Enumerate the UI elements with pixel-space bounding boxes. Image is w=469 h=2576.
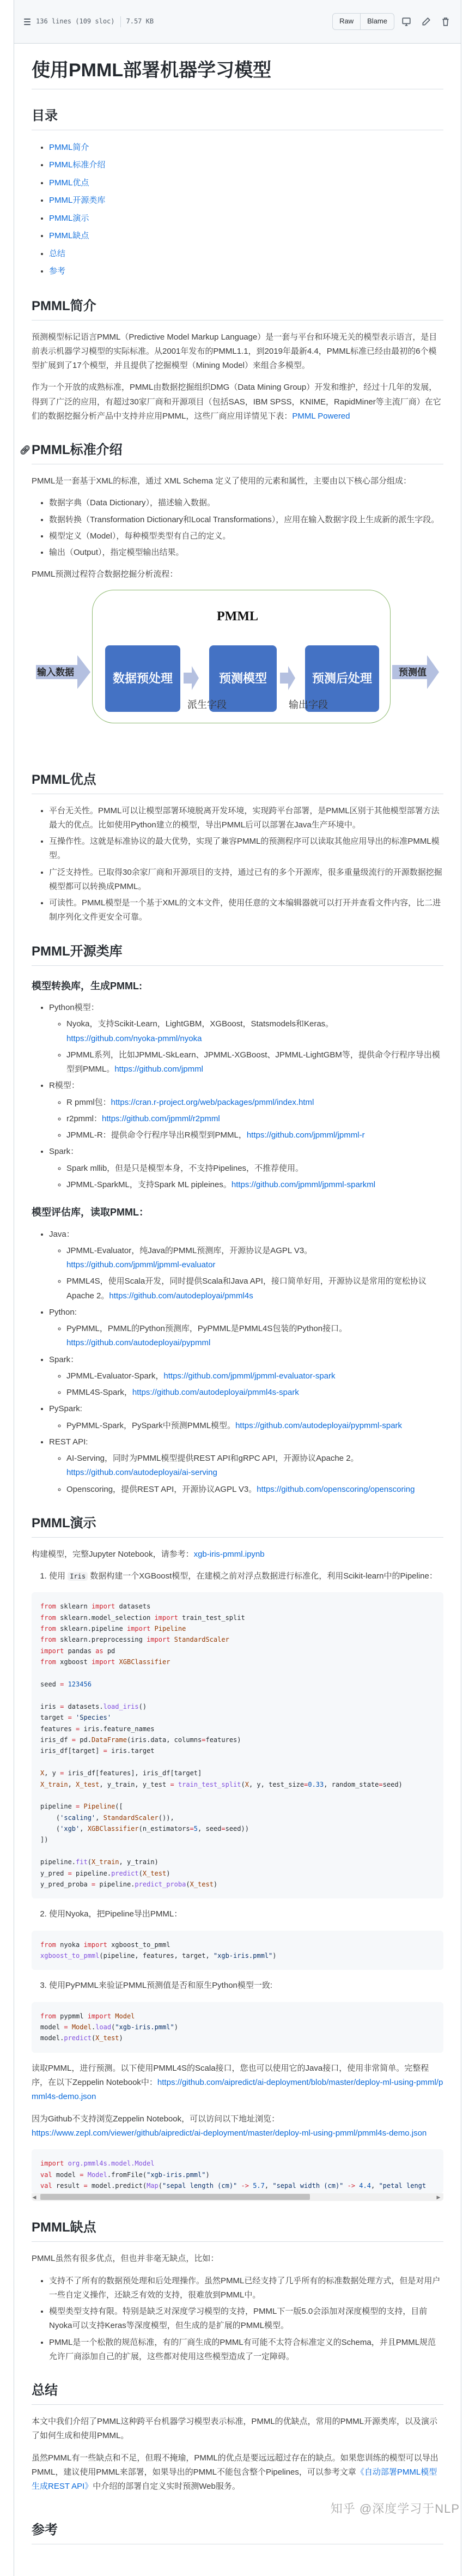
toc-list — [32, 140, 443, 280]
group-label: R模型： — [49, 1081, 80, 1091]
standard-heading-text: PMML标准介绍 — [32, 443, 123, 457]
code-block-pypmml-verify[interactable]: from pypmml import Model model = Model.load("xgb-iris.pmml") model.predict(X_test) — [32, 2002, 443, 2053]
toc-heading: 目录 — [32, 108, 443, 130]
item-text: PMML4S，使用Scala开发，同时提供Scala和Java API，接口简单好用，开源协议是常用的宽松协议Apache 2。 — [66, 1277, 427, 1301]
libs-heading: PMML开源类库 — [32, 944, 443, 966]
item-text: JPMML-SparkML，支持Spark ML pipleines。 — [66, 1180, 232, 1189]
group-label: REST API: — [49, 1437, 88, 1447]
standard-paragraph-2: PMML预测过程符合数据挖掘分析流程： — [32, 570, 178, 579]
r2pmml-link[interactable]: https://github.com/jpmml/r2pmml — [102, 1114, 220, 1123]
standard-heading — [20, 442, 443, 464]
watermark-row — [32, 2501, 460, 2518]
list-item — [66, 1128, 443, 1142]
zeppelin-notebook-link[interactable]: https://github.com/aipredict/ai-deployment/blob/master/deploy-ml-using-pmml/pmml4s-demo.json — [32, 2078, 443, 2102]
paragraph-text: 读取PMML，进行预测。以下使用PMML4S的Scala接口，您也可以使用它的Java接口，使用非常简单。完整程序，在以下Zeppelin Notebook中： — [32, 2063, 429, 2088]
step-text: 数据构建一个XGBoost模型，在建模之前对浮点数据进行标准化，利用Scikit-learn中的Pipeline： — [90, 1571, 437, 1581]
raw-button[interactable]: Raw — [333, 14, 361, 29]
box-model: 预测模型 — [209, 645, 277, 712]
convert-list — [32, 1001, 443, 1192]
toc-link-demo[interactable]: PMML演示 — [49, 213, 89, 223]
group-label: Spark： — [49, 1354, 79, 1364]
jpmml-link[interactable]: https://github.com/jpmml — [114, 1065, 203, 1074]
page-title: 使用PMML部署机器学习模型 — [32, 59, 443, 89]
pros-list — [32, 804, 443, 925]
list-item: • 可读性。PMML模型是一个基于XML的文本文件，使用任意的文本编辑器就可以打开并查看文件内容，比二进制序列化文件更安全可靠。 — [49, 896, 443, 925]
toc-item — [49, 176, 443, 191]
toc-item — [49, 246, 443, 262]
toc-item — [49, 264, 443, 280]
file-header — [14, 0, 461, 44]
item-text: JPMML-Evaluator，纯Java的PMML预测库，开源协议是AGPL V3。 — [66, 1245, 313, 1255]
list-item — [66, 1274, 443, 1303]
input-label: 输入数据 — [37, 667, 74, 678]
group-label: Python: — [49, 1307, 77, 1317]
list-item — [66, 1322, 443, 1351]
group-r — [49, 1079, 443, 1142]
desktop-icon[interactable] — [399, 14, 414, 29]
toc-link-intro[interactable]: PMML简介 — [49, 142, 89, 152]
convert-heading: 模型转换库，生成PMML: — [32, 980, 142, 991]
list-item — [66, 1048, 443, 1077]
group-label: Java： — [49, 1229, 75, 1239]
demo-step-2 — [32, 1907, 443, 1921]
list-item — [66, 1483, 443, 1497]
read-pmml-paragraph — [32, 2061, 443, 2105]
pencil-icon[interactable] — [418, 14, 434, 29]
list-item: • 数据字典（Data Dictionary），描述输入数据。 — [49, 496, 443, 510]
item-text: Openscoring，提供REST API，开源协议AGPL V3。 — [66, 1484, 257, 1494]
notebook-link[interactable]: xgb-iris-pmml.ipynb — [193, 1549, 265, 1559]
group-rest-api — [49, 1435, 443, 1497]
inline-code: Iris — [68, 1572, 88, 1581]
list-item: • 输出（Output），指定模型输出结果。 — [49, 546, 443, 560]
list-item — [66, 1017, 443, 1046]
list-item: • 模型定义（Model），每种模型类型有自己的定义。 — [49, 529, 443, 543]
paragraph-text: 因为Github不支持浏览Zeppelin Notebook，可以访问以下地址浏览： — [32, 2114, 280, 2124]
step-item — [49, 1569, 443, 1583]
demo-intro — [32, 1547, 443, 1562]
code-block-scala-predict[interactable]: import org.pmml4s.model.Model val model = Model.fromFile("xgb-iris.pmml") val result = model.predict(Map("sepal length (cm)" -> 5.7, "sepal width (cm)" -> 4.4, "petal lengt — [32, 2149, 443, 2193]
r-pmml-link[interactable]: https://cran.r-project.org/web/packages/pmml/index.html — [111, 1097, 314, 1107]
refs-heading: 参考 — [32, 2522, 443, 2544]
item-text: PMML4S-Spark， — [66, 1388, 132, 1397]
item-text: JPMML-R：提供命令行程序导出R模型到PMML， — [66, 1130, 247, 1140]
output-arrow — [392, 655, 441, 689]
pmml-powered-link[interactable]: PMML Powered — [292, 411, 350, 421]
step-item: 3. 使用PyPMML来验证PMML预测值是否和原生Python模型一致: — [49, 1979, 443, 1993]
demo-heading: PMML演示 — [32, 1515, 443, 1538]
step-item: 2. 使用Nyoka，把Pipeline导出PMML： — [49, 1907, 443, 1921]
eval-list — [32, 1227, 443, 1497]
group-python — [49, 1001, 443, 1077]
view-button-group — [332, 13, 394, 30]
derived-fields-label: 派生字段 — [187, 699, 227, 711]
item-text: R pmml包： — [66, 1097, 111, 1107]
trash-icon[interactable] — [438, 14, 453, 29]
list-item: • 模型类型支持有限。特别是缺乏对深度学习模型的支持，PMML下一版5.0会添加对深度模型的支持，目前Nyoka可以支持Keras等深度模型，但生成的是扩展的PMML模型。 — [49, 2305, 443, 2333]
item-text: JPMML系列，比如JPMML-SkLearn、JPMML-XGBoost、JPMML-LightGBM等，提供命令行程序导出模型到PMML。 — [66, 1050, 440, 1074]
zepl-viewer-link[interactable]: https://www.zepl.com/viewer/github/aipredict/ai-deployment/master/deploy-ml-using-pmml/pmml4s-demo.json — [32, 2128, 427, 2138]
paragraph-text: 虽然PMML有一些缺点和不足，但瑕不掩瑜，PMML的优点是要远远超过存在的缺点。如果您训练的模型可以导出PMML，建议使用PMML来部署，如果导出的PMML不能包含整个Pipelines，可以参考文章 — [32, 2453, 438, 2477]
divider — [120, 16, 121, 27]
zepl-paragraph — [32, 2112, 443, 2141]
markdown-body — [14, 44, 461, 2576]
item-text: PyPMML-Spark，PySpark中预测PMML模型。 — [66, 1420, 236, 1430]
output-label: 预测值 — [399, 667, 427, 678]
jpmml-evaluator-link[interactable]: https://github.com/jpmml/jpmml-evaluator — [66, 1260, 216, 1269]
step-text: 使用 — [49, 1571, 66, 1581]
toc-item — [49, 140, 443, 156]
standard-list — [32, 496, 443, 560]
pros-heading: PMML优点 — [32, 772, 443, 794]
list-item — [66, 1178, 443, 1192]
group-pyspark — [49, 1402, 443, 1433]
list-item: • PMML是一个松散的规范标准，有的厂商生成的PMML有可能不太符合标准定义的Schema，并且PMML规范允许厂商添加自己的扩展，这些都对使用这些模型造成了一定障碍。 — [49, 2336, 443, 2365]
toc-item — [49, 211, 443, 227]
scroll-left-icon[interactable]: ◀ — [32, 2194, 36, 2200]
toc-link-pros[interactable]: PMML优点 — [49, 178, 89, 188]
group-label: Spark： — [49, 1147, 79, 1157]
item-text: JPMML-Evaluator-Spark， — [66, 1371, 164, 1381]
cons-heading: PMML缺点 — [32, 2220, 443, 2242]
list-item — [66, 1452, 443, 1480]
paragraph-text: 中介绍的部署自定义实时预测Web服务。 — [93, 2482, 240, 2492]
cons-list — [32, 2274, 443, 2365]
intro-paragraph-2 — [32, 380, 443, 424]
demo-intro-text: 构建模型，完整Jupyter Notebook，请参考： — [32, 1549, 194, 1559]
item-text: Nyoka，支持Scikit-Learn，LightGBM，XGBoost，Statsmodels和Keras。 — [66, 1019, 334, 1029]
intro-paragraph-1: 预测模型标记语言PMML（Predictive Model Markup Language）是一套与平台和环境无关的模型表示语言，是目前表示机器学习模型的实际标准。从2001年发布的PMML1.1，到2019年最新4.4，PMML标准已经由最初的6个模型扩展到了17个模型，并且提供了挖掘模型（Mining Model）来组合多模型。 — [32, 332, 437, 370]
toc-item — [49, 158, 443, 173]
jpmml-sparkml-link[interactable]: https://github.com/jpmml/jpmml-sparkml — [231, 1180, 376, 1189]
scroll-right-icon[interactable]: ▶ — [436, 2194, 441, 2200]
list-item: • 平台无关性。PMML可以让模型部署环境脱离开发环境，实现跨平台部署，是PMML区别于其他模型部署方法最大的优点。比如使用Python建立的模型，导出PMML后可以部署在Java生产环境中。 — [49, 804, 443, 833]
toc-link-libs[interactable]: PMML开源类库 — [49, 196, 106, 205]
list-item — [66, 1244, 443, 1273]
list-item — [66, 1096, 443, 1110]
pmml4s-link[interactable]: https://github.com/autodeployai/pmml4s — [109, 1291, 253, 1301]
input-arrow — [36, 655, 90, 689]
list-item: • 广泛支持性。已取得30余家厂商和开源项目的支持，通过已有的多个开源库，很多重量级流行的开源数据挖掘模型都可以转换成PMML。 — [49, 866, 443, 894]
pmml-flow-diagram — [36, 590, 439, 753]
nyoka-link[interactable]: https://github.com/nyoka-pmml/nyoka — [66, 1033, 202, 1043]
box-preprocess: 数据预处理 — [105, 645, 180, 712]
group-label: PySpark: — [49, 1404, 82, 1414]
watermark: 知乎 @深度学习于NLP — [330, 2502, 460, 2516]
link-anchor-icon[interactable]: 🔗︎ — [20, 446, 31, 455]
group-spark — [49, 1145, 443, 1192]
toc-link-summary[interactable]: 总结 — [49, 249, 66, 258]
summary-paragraph-1: 本文中我们介绍了PMML这种跨平台机器学习模型表示标准，PMML的优缺点，常用的PMML开源类库，以及演示了如何生成和使用PMML。 — [32, 2417, 438, 2441]
standard-paragraph-1: PMML是一套基于XML的标准，通过 XML Schema 定义了使用的元素和属性，主要由以下核心部分组成： — [32, 476, 411, 486]
code-block-nyoka-export[interactable]: from nyoka import xgboost_to_pmml xgboost_to_pmml(pipeline, features, target, "xgb-iris.pmml") — [32, 1931, 443, 1970]
group-label: Python模型： — [49, 1003, 99, 1012]
pypmml-spark-link[interactable]: https://github.com/autodeployai/pypmml-spark — [235, 1420, 403, 1430]
arrow-2 — [280, 666, 296, 690]
diagram-title: PMML — [217, 609, 258, 624]
arrow-1 — [184, 666, 200, 690]
summary-heading: 总结 — [32, 2383, 443, 2405]
demo-step-1 — [32, 1569, 443, 1583]
eval-heading: 模型评估库，读取PMML： — [32, 1207, 149, 1218]
toc-link-cons[interactable]: PMML缺点 — [49, 231, 89, 240]
outline-list-icon[interactable] — [22, 17, 31, 26]
intro-heading: PMML简介 — [32, 298, 443, 321]
list-item: • 数据转换（Transformation Dictionary和Local Transformations），应用在输入数据字段上生成新的派生字段。 — [49, 513, 443, 527]
scrollbar-thumb[interactable] — [40, 2194, 310, 2200]
demo-step-3 — [32, 1979, 443, 1993]
group-spark — [49, 1353, 443, 1400]
toc-item — [49, 228, 443, 244]
list-item — [66, 1369, 443, 1383]
code-block-python-train[interactable]: from sklearn import datasets from sklearn.model_selection import train_test_split from sklearn.pipeline import Pipeline from sklearn.preprocessing import StandardScaler import pandas as pd from xgboost import XGBClassifier seed = 123456 iris = datasets.load_iris() target = 'Species' features = iris.feature_names iris_df = pd.DataFrame(iris.data, columns=features) iris_df[target] = iris.target X, y = iris_df[features], iris_df[target] X_train, X_test, y_train, y_test = train_test_split(X, y, test_size=0.33, random_state=seed) pipeline = Pipeline([ ('scaling', StandardScaler()), ('xgb', XGBClassifier(n_estimators=5, seed=seed)) ]) pipeline.fit(X_train, y_train) y_pred = pipeline.predict(X_test) y_pred_proba = pipeline.predict_proba(X_test) — [32, 1592, 443, 1898]
openscoring-link[interactable]: https://github.com/openscoring/openscoring — [257, 1484, 415, 1494]
file-view — [14, 0, 461, 2576]
toc-item — [49, 193, 443, 209]
item-text: AI-Serving，同时为PMML模型提供REST API和gRPC API，开源协议Apache 2。 — [66, 1454, 359, 1463]
box-postprocess: 预测后处理 — [305, 645, 379, 712]
item-text: PyPMML，PMML的Python预测库，PyPMML是PMML4S包装的Python接口。 — [66, 1324, 348, 1333]
jpmml-evaluator-spark-link[interactable]: https://github.com/jpmml/jpmml-evaluator-spark — [163, 1371, 336, 1381]
cons-paragraph: PMML虽然有很多优点，但也并非毫无缺点，比如： — [32, 2254, 219, 2264]
item-text: r2pmml： — [66, 1114, 102, 1123]
blame-button[interactable]: Blame — [367, 17, 387, 26]
file-size: 7.57 KB — [126, 17, 154, 25]
group-java — [49, 1227, 443, 1303]
jpmml-r-link[interactable]: https://github.com/jpmml/jpmml-r — [246, 1130, 365, 1140]
list-item: • 互操作性。这就是标准协议的最大优势，实现了兼容PMML的预测程序可以读取其他应用导出的标准PMML模型。 — [49, 835, 443, 863]
group-python — [49, 1305, 443, 1351]
toc-link-refs[interactable]: 参考 — [49, 267, 66, 276]
pmml4s-spark-link[interactable]: https://github.com/autodeployai/pmml4s-spark — [132, 1388, 299, 1397]
list-item: ◦ Spark mllib，但是只是模型本身，不支持Pipelines，不推荐使用。 — [66, 1162, 443, 1176]
line-count: 136 lines (109 sloc) — [36, 17, 115, 25]
summary-paragraph-2 — [32, 2451, 443, 2494]
ai-serving-link[interactable]: https://github.com/autodeployai/ai-serving — [66, 1468, 217, 1478]
auto-deploy-article-link[interactable]: 《自动部署PMML模型生成REST API》 — [32, 2467, 437, 2492]
pypmml-link[interactable]: https://github.com/autodeployai/pypmml — [66, 1338, 211, 1348]
horizontal-scrollbar[interactable] — [32, 2193, 443, 2201]
toc-link-standard[interactable]: PMML标准介绍 — [49, 160, 106, 170]
intro-p2-text: 作为一个开放的成熟标准，PMML由数据挖掘组织DMG（Data Mining Group）开发和维护，经过十几年的发展，得到了广泛的应用，有超过30家厂商和开源项目（包括SAS，IBM SPSS，KNIME，RapidMiner等主流厂商）在它们的数据挖掘分析产品中支持并应用PMML，这些厂商应用详情见下表： — [32, 383, 441, 421]
list-item — [66, 1386, 443, 1400]
list-item: • 支持不了所有的数据预处理和后处理操作。虽然PMML已经支持了几乎所有的标准数据处理方式，但是对用户一些自定义操作，还缺乏有效的支持，很难放到PMML中。 — [49, 2274, 443, 2303]
list-item — [66, 1419, 443, 1433]
output-fields-label: 输出字段 — [289, 699, 328, 711]
list-item — [66, 1112, 443, 1126]
